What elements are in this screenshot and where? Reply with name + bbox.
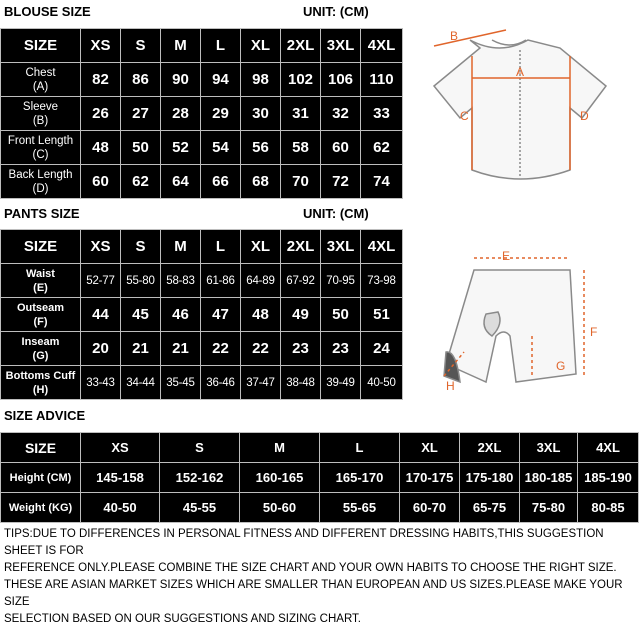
table-cell: 67-92 [281,264,321,298]
header-cell: L [320,433,400,463]
header-cell: M [161,29,201,63]
row-label-code: (C) [32,148,49,161]
row-label-code: (E) [33,281,48,294]
header-cell: 4XL [361,29,403,63]
tips-block [4,526,636,628]
table-cell: 20 [81,332,121,366]
header-cell: L [201,230,241,264]
table-row [1,63,403,97]
header-cell: M [240,433,320,463]
table-cell: 22 [201,332,241,366]
table-cell: 48 [241,298,281,332]
diagram-label-f: F [590,325,598,339]
table-header-row [1,29,403,63]
row-label [1,264,81,298]
table-cell: 62 [121,165,161,199]
table-cell: 74 [361,165,403,199]
table-cell: 73-98 [361,264,403,298]
table-row [1,366,403,400]
row-label-code: (G) [32,349,49,362]
table-cell: 180-185 [520,463,578,493]
measure-line-b [434,30,506,46]
table-cell: 23 [321,332,361,366]
table-cell: 60-70 [400,493,460,523]
row-label [1,165,81,199]
table-cell: 30 [241,97,281,131]
table-cell: 58 [281,131,321,165]
table-cell: 61-86 [201,264,241,298]
table-cell: 51 [361,298,403,332]
row-label-code: (D) [32,182,49,195]
table-cell: 36-46 [201,366,241,400]
table-cell: 80-85 [578,493,639,523]
row-label-text: Waist [26,267,55,280]
table-cell: 49 [281,298,321,332]
header-cell: SIZE [1,230,81,264]
size-advice-table [0,432,639,523]
table-cell: 90 [161,63,201,97]
table-cell: 50 [121,131,161,165]
table-cell: 34-44 [121,366,161,400]
pants-section-title: PANTS SIZE [4,206,80,221]
table-cell: 55-80 [121,264,161,298]
table-row [1,97,403,131]
header-cell: SIZE [1,29,81,63]
table-cell: 175-180 [460,463,520,493]
header-cell: L [201,29,241,63]
table-cell: 32 [321,97,361,131]
diagram-label-h: H [446,379,455,393]
row-label: Weight (KG) [1,493,81,523]
table-cell: 52 [161,131,201,165]
table-cell: 170-175 [400,463,460,493]
blouse-unit: UNIT: (CM) [303,4,369,19]
table-cell: 37-47 [241,366,281,400]
table-cell: 22 [241,332,281,366]
table-cell: 48 [81,131,121,165]
header-cell: S [121,29,161,63]
row-label-text: Back Length [8,168,73,181]
table-cell: 33 [361,97,403,131]
table-cell: 145-158 [81,463,160,493]
table-cell: 46 [161,298,201,332]
table-row [1,264,403,298]
blouse-size-table [0,28,403,199]
header-cell: XS [81,230,121,264]
row-label [1,131,81,165]
header-cell: 2XL [460,433,520,463]
table-cell: 185-190 [578,463,639,493]
table-cell: 50-60 [240,493,320,523]
table-row [1,165,403,199]
header-cell: M [161,230,201,264]
table-cell: 28 [161,97,201,131]
row-label-code: (H) [32,383,49,396]
table-cell: 45 [121,298,161,332]
table-cell: 24 [361,332,403,366]
table-cell: 40-50 [361,366,403,400]
table-cell: 55-65 [320,493,400,523]
table-cell: 82 [81,63,121,97]
table-cell: 110 [361,63,403,97]
table-cell: 45-55 [160,493,240,523]
table-cell: 21 [121,332,161,366]
table-cell: 38-48 [281,366,321,400]
header-cell: XL [241,230,281,264]
table-row [1,463,639,493]
diagram-label-b: B [450,29,459,43]
table-cell: 66 [201,165,241,199]
table-cell: 70-95 [321,264,361,298]
row-label-text: Front Length [7,134,74,147]
header-cell: 2XL [281,230,321,264]
table-cell: 26 [81,97,121,131]
header-cell: 3XL [321,230,361,264]
table-cell: 102 [281,63,321,97]
row-label-text: Inseam [21,335,60,348]
table-cell: 29 [201,97,241,131]
blouse-section-title: BLOUSE SIZE [4,4,91,19]
header-cell: XS [81,29,121,63]
table-cell: 31 [281,97,321,131]
table-row [1,493,639,523]
table-cell: 60 [321,131,361,165]
row-label-text: Chest [25,66,56,79]
header-cell: S [121,230,161,264]
table-cell: 56 [241,131,281,165]
header-cell: 3XL [520,433,578,463]
table-row [1,131,403,165]
header-cell: XL [400,433,460,463]
table-cell: 64 [161,165,201,199]
diagram-label-d: D [580,109,589,123]
table-row [1,298,403,332]
row-label: Height (CM) [1,463,81,493]
tips-line: REFERENCE ONLY.PLEASE COMBINE THE SIZE CHART AND YOUR OWN HABITS TO CHOOSE THE RIGHT SIZE. [4,562,617,574]
row-label-code: (F) [33,315,48,328]
table-cell: 27 [121,97,161,131]
tips-line: THESE ARE ASIAN MARKET SIZES WHICH ARE SMALLER THAN EUROPEAN AND US SIZES.PLEASE MAKE YOUR SIZE [4,579,623,608]
diagram-label-c: C [460,109,469,123]
row-label [1,298,81,332]
table-row [1,332,403,366]
diagram-label-a: A [516,65,525,79]
table-cell: 58-83 [161,264,201,298]
table-cell: 160-165 [240,463,320,493]
header-cell: SIZE [1,433,81,463]
table-header-row [1,230,403,264]
table-header-row [1,433,639,463]
row-label-code: (A) [32,80,49,93]
row-label-code: (B) [32,114,49,127]
row-label-text: Outseam [16,301,65,314]
row-label-text: Sleeve [22,100,59,113]
diagram-label-e: E [502,249,511,263]
tips-line: TIPS:DUE TO DIFFERENCES IN PERSONAL FITNESS AND DIFFERENT DRESSING HABITS,THIS SUGGESTION SHEET IS FOR [4,528,604,557]
header-cell: XS [81,433,160,463]
row-label [1,97,81,131]
table-cell: 165-170 [320,463,400,493]
table-cell: 86 [121,63,161,97]
table-cell: 44 [81,298,121,332]
header-cell: XL [241,29,281,63]
table-cell: 98 [241,63,281,97]
table-cell: 60 [81,165,121,199]
table-cell: 35-45 [161,366,201,400]
header-cell: 4XL [361,230,403,264]
table-cell: 21 [161,332,201,366]
header-cell: S [160,433,240,463]
shorts-diagram [420,232,636,402]
table-cell: 52-77 [81,264,121,298]
table-cell: 62 [361,131,403,165]
row-label-text: Bottoms Cuff [5,369,76,382]
table-cell: 72 [321,165,361,199]
row-label [1,332,81,366]
table-cell: 23 [281,332,321,366]
table-cell: 39-49 [321,366,361,400]
table-cell: 68 [241,165,281,199]
row-label [1,366,81,400]
table-cell: 94 [201,63,241,97]
table-cell: 50 [321,298,361,332]
table-cell: 65-75 [460,493,520,523]
header-cell: 4XL [578,433,639,463]
advice-section-title: SIZE ADVICE [4,408,86,423]
header-cell: 2XL [281,29,321,63]
pants-size-table [0,229,403,400]
tips-line: SELECTION BASED ON OUR SUGGESTIONS AND SIZING CHART. [4,613,361,625]
row-label [1,63,81,97]
table-cell: 75-80 [520,493,578,523]
table-cell: 152-162 [160,463,240,493]
table-cell: 106 [321,63,361,97]
table-cell: 54 [201,131,241,165]
table-cell: 47 [201,298,241,332]
table-cell: 33-43 [81,366,121,400]
header-cell: 3XL [321,29,361,63]
table-cell: 64-89 [241,264,281,298]
jersey-diagram [410,20,636,200]
table-cell: 70 [281,165,321,199]
pants-unit: UNIT: (CM) [303,206,369,221]
diagram-label-g: G [556,359,566,373]
table-cell: 40-50 [81,493,160,523]
